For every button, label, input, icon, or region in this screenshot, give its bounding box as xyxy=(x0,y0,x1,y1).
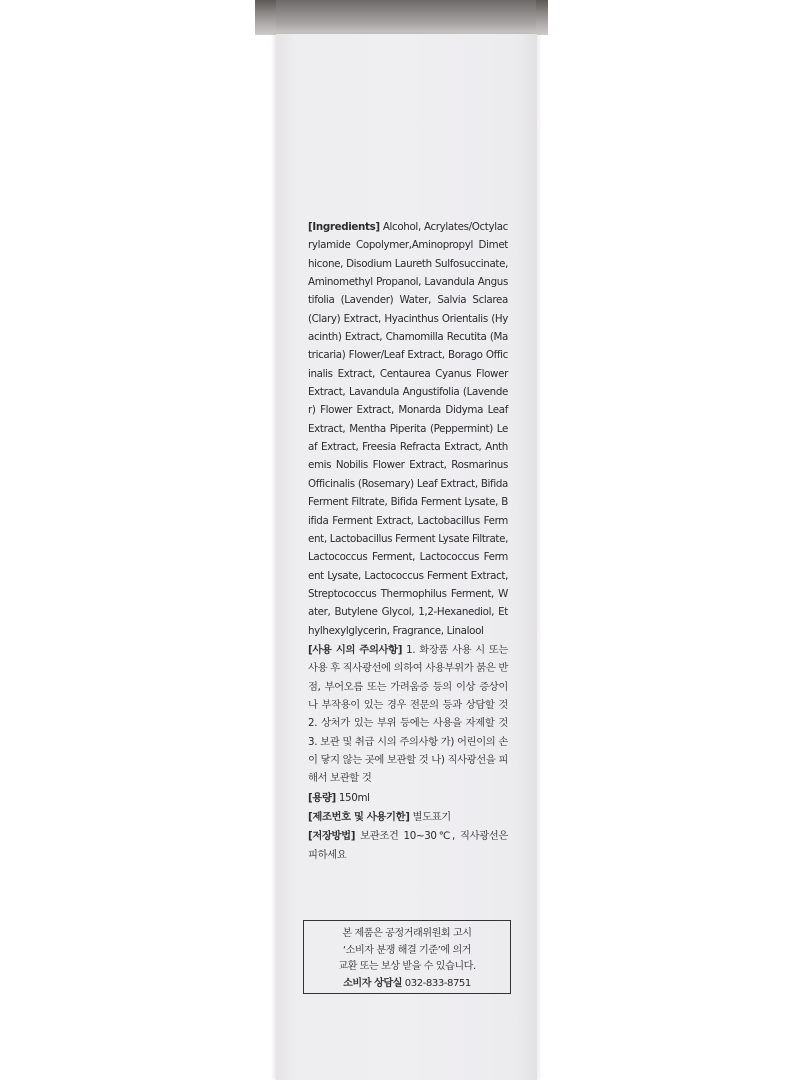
lot-label: [제조번호 및 사용기한] xyxy=(308,811,410,823)
storage-label: [저장방법] xyxy=(308,830,356,843)
caution-label: [사용 시의 주의사항] xyxy=(308,643,403,656)
lot-section xyxy=(308,808,508,826)
volume-section xyxy=(308,789,508,807)
contact-label: 소비자 상담실 xyxy=(343,977,402,989)
storage-text: 보관조건 10~30℃, 직사광선은 피하세요 xyxy=(308,830,508,861)
consumer-notice-box xyxy=(303,920,511,994)
ingredients-label: [Ingredients] xyxy=(308,221,380,233)
product-label-text xyxy=(308,218,508,864)
storage-section xyxy=(308,827,508,864)
lot-text: 별도표기 xyxy=(412,811,451,823)
volume-label: [용량] xyxy=(308,791,336,804)
notice-line-1: 본 제품은 공정거래위원회 고시 xyxy=(342,928,472,939)
volume-text: 150ml xyxy=(338,791,370,804)
ingredients-text: Alcohol, Acrylates/Octylacrylamide Copolymer,Aminopropyl Dimethicone, Disodium Laureth Sulfosuccinate, Aminomethyl Propanol, Lavandula Angustifolia (Lavender) Water, Salvia Sclarea (Clary) Extract, Hyacinthus Orientalis (Hyacinth) Extract, Chamomilla Recutita (Matricaria) Flower/Leaf Extract, Borago Officinalis Extract, Centaurea Cyanus Flower Extract, Lavandula Angustifolia (Lavender) Flower Extract, Monarda Didyma Leaf Extract, Mentha Piperita (Peppermint) Leaf Extract, Freesia Refracta Extract, Anthemis Nobilis Flower Extract, Rosmarinus Officinalis (Rosemary) Leaf Extract, Bifida Ferment Filtrate, Bifida Ferment Lysate, Bifida Ferment Extract, Lactobacillus Ferment, Lactobacillus Ferment Lysate Filtrate, Lactococcus Ferment, Lactococcus Ferment Lysate, Lactococcus Ferment Extract, Streptococcus Thermophilus Ferment, Water, Butylene Glycol, 1,2-Hexanediol, Ethylhexylglycerin, Fragrance, Linalool xyxy=(308,221,508,637)
notice-line-3: 교환 또는 보상 받을 수 있습니다. xyxy=(338,961,476,972)
caution-text: 1. 화장품 사용 시 또는 사용 후 직사광선에 의하여 사용부위가 붉은 반점, 부어오름 또는 가려움증 등의 이상 증상이나 부작용이 있는 경우 전문의 등과 상담할 것 2. 상처가 있는 부위 등에는 사용을 자제할 것 3. 보관 및 취급 시의 주의사항 가) 어린이의 손이 닿지 않는 곳에 보관할 것 나) 직사광선을 피해서 보관할 것 xyxy=(308,643,508,785)
ingredients-section xyxy=(308,218,508,640)
contact-number: 032-833-8751 xyxy=(404,977,471,989)
caution-section xyxy=(308,641,508,788)
box-top-flap xyxy=(276,0,536,34)
notice-line-2: ‘소비자 분쟁 해결 기준’에 의거 xyxy=(342,944,472,956)
notice-contact xyxy=(308,976,506,993)
